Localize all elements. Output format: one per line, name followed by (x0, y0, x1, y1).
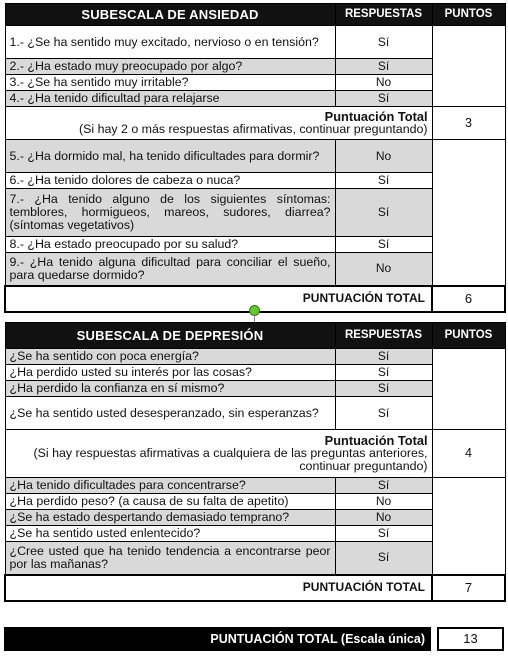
depression-subtotal-value[interactable]: 4 (432, 430, 505, 478)
dep-answer-7[interactable]: No (335, 510, 432, 526)
dep-answer-8[interactable]: Sí (335, 526, 432, 542)
question-5: 5.- ¿Ha dormido mal, ha tenido dificultades para dormir? (5, 140, 335, 173)
answer-1[interactable]: Sí (335, 26, 432, 59)
anxiety-total-value[interactable]: 6 (432, 286, 505, 312)
responses-header: RESPUESTAS (335, 323, 432, 349)
dep-question-2: ¿Ha perdido usted su interés por las cosas? (5, 365, 335, 381)
depression-total-value[interactable]: 7 (432, 575, 505, 601)
answer-5[interactable]: No (335, 140, 432, 173)
dep-answer-2[interactable]: Sí (335, 365, 432, 381)
handle-connector (254, 314, 255, 322)
anxiety-title: SUBESCALA DE ANSIEDAD (5, 4, 335, 26)
points-cell (432, 26, 505, 107)
dep-answer-4[interactable]: Sí (335, 397, 432, 430)
question-4: 4.- ¿Ha tenido dificultad para relajarse (5, 91, 335, 107)
question-8: 8.- ¿Ha estado preocupado por su salud? (5, 237, 335, 253)
question-2: 2.- ¿Ha estado muy preocupado por algo? (5, 59, 335, 75)
question-3: 3.- ¿Se ha sentido muy irritable? (5, 75, 335, 91)
dep-answer-6[interactable]: No (335, 494, 432, 510)
anxiety-subtotal-label (5, 107, 432, 140)
dep-question-6: ¿Ha perdido peso? (a causa de su falta de apetito) (5, 494, 335, 510)
dep-question-4: ¿Se ha sentido usted desesperanzado, sin esperanzas? (5, 397, 335, 430)
points-header: PUNTOS (432, 323, 505, 349)
answer-7[interactable]: Sí (335, 189, 432, 237)
responses-header: RESPUESTAS (335, 4, 432, 26)
question-7: 7.- ¿Ha tenido alguno de los siguientes síntomas: temblores, hormigueos, mareos, sudores, diarrea? (síntomas vegetativos) (5, 189, 335, 237)
dep-question-1: ¿Se ha sentido con poca energía? (5, 349, 335, 365)
answer-3[interactable]: No (335, 75, 432, 91)
depression-title: SUBESCALA DE DEPRESIÓN (5, 323, 335, 349)
points-cell (432, 349, 505, 430)
subtotal-title: Puntuación Total (324, 109, 428, 124)
subtotal-title: Puntuación Total (324, 433, 428, 448)
final-total-row (4, 627, 504, 651)
subtotal-note: (Si hay 2 o más respuestas afirmativas, continuar preguntando) (79, 122, 428, 136)
dep-question-3: ¿Ha perdido la confianza en sí mismo? (5, 381, 335, 397)
subtotal-note: (Si hay respuestas afirmativas a cualquiera de las preguntas anteriores, continuar preguntando) (33, 446, 428, 473)
answer-2[interactable]: Sí (335, 59, 432, 75)
dep-answer-5[interactable]: Sí (335, 478, 432, 494)
answer-8[interactable]: Sí (335, 237, 432, 253)
final-total-value[interactable]: 13 (437, 627, 504, 651)
points-header: PUNTOS (432, 4, 505, 26)
dep-answer-3[interactable]: Sí (335, 381, 432, 397)
question-9: 9.- ¿Ha tenido alguna dificultad para conciliar el sueño, para quedarse dormido? (5, 253, 335, 286)
depression-total-label: PUNTUACIÓN TOTAL (5, 575, 432, 601)
anxiety-table (4, 3, 506, 313)
answer-9[interactable]: No (335, 253, 432, 286)
answer-6[interactable]: Sí (335, 173, 432, 189)
question-1: 1.- ¿Se ha sentido muy excitado, nervioso o en tensión? (5, 26, 335, 59)
anxiety-subtotal-value[interactable]: 3 (432, 107, 505, 140)
dep-question-9: ¿Cree usted que ha tenido tendencia a encontrarse peor por las mañanas? (5, 542, 335, 575)
points-cell (432, 478, 505, 575)
depression-subtotal-label (5, 430, 432, 478)
dep-question-5: ¿Ha tenido dificultades para concentrarse? (5, 478, 335, 494)
anxiety-total-label: PUNTUACIÓN TOTAL (5, 286, 432, 312)
dep-answer-1[interactable]: Sí (335, 349, 432, 365)
depression-table (4, 322, 506, 602)
question-6: 6.- ¿Ha tenido dolores de cabeza o nuca? (5, 173, 335, 189)
points-cell (432, 140, 505, 286)
dep-question-8: ¿Se ha sentido usted enlentecido? (5, 526, 335, 542)
answer-4[interactable]: Sí (335, 91, 432, 107)
dep-answer-9[interactable]: Sí (335, 542, 432, 575)
dep-question-7: ¿Se ha estado despertando demasiado temprano? (5, 510, 335, 526)
final-total-label: PUNTUACIÓN TOTAL (Escala única) (4, 627, 431, 651)
